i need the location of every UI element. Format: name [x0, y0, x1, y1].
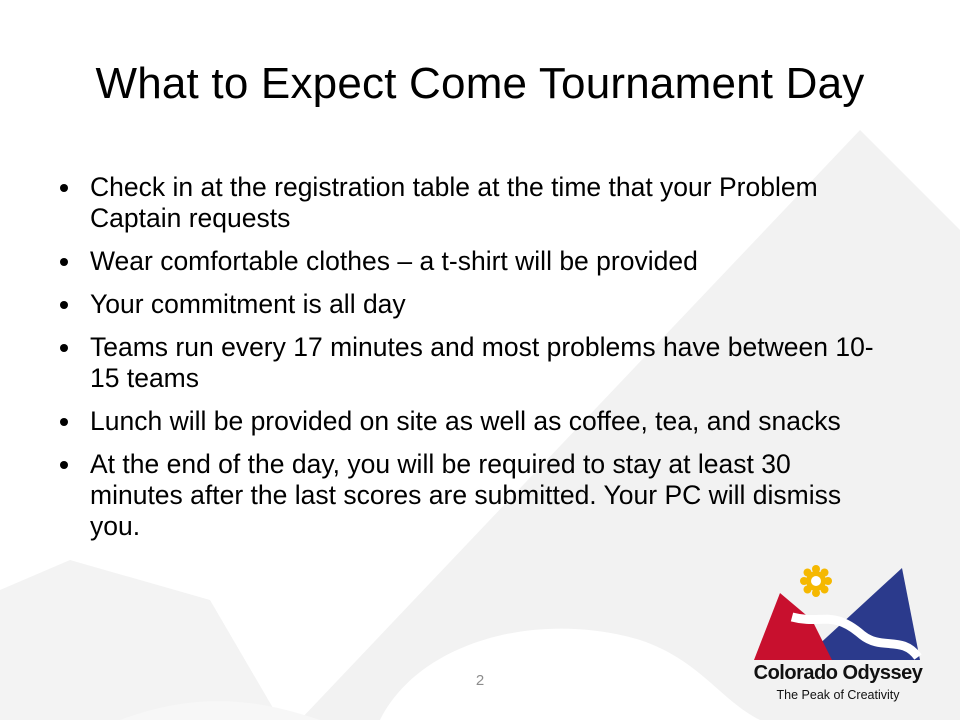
- bullet-item: [58, 332, 878, 394]
- bullet-text: Lunch will be provided on site as well as coffee, tea, and snacks: [90, 406, 841, 436]
- sun-gear-icon: [800, 565, 832, 597]
- bullet-point-icon: [60, 461, 68, 469]
- bullet-item: [58, 246, 878, 277]
- bullet-item: [58, 289, 878, 320]
- bullet-text: Your commitment is all day: [90, 289, 406, 319]
- bullet-point-icon: [60, 344, 68, 352]
- bullet-text: At the end of the day, you will be required to stay at least 30 minutes after the last scores are submitted. Your PC will dismiss you.: [90, 449, 842, 541]
- bullet-point-icon: [60, 258, 68, 266]
- bullet-text: Check in at the registration table at the time that your Problem Captain requests: [90, 172, 818, 233]
- bullet-item: [58, 449, 878, 542]
- bullet-item: [58, 406, 878, 437]
- bullet-point-icon: [60, 184, 68, 192]
- bullet-text: Wear comfortable clothes – a t-shirt will be provided: [90, 246, 698, 276]
- red-mountain-icon: [754, 593, 832, 660]
- bullet-point-icon: [60, 418, 68, 426]
- logo-tagline: The Peak of Creativity: [776, 688, 900, 702]
- bullet-point-icon: [60, 301, 68, 309]
- page-number: 2: [475, 672, 485, 689]
- bullet-text: Teams run every 17 minutes and most problems have between 10-15 teams: [90, 332, 874, 393]
- bullet-list: [58, 172, 878, 554]
- logo-name: Colorado Odyssey: [753, 662, 923, 684]
- bullet-item: [58, 172, 878, 234]
- slide-title: What to Expect Come Tournament Day: [95, 59, 865, 108]
